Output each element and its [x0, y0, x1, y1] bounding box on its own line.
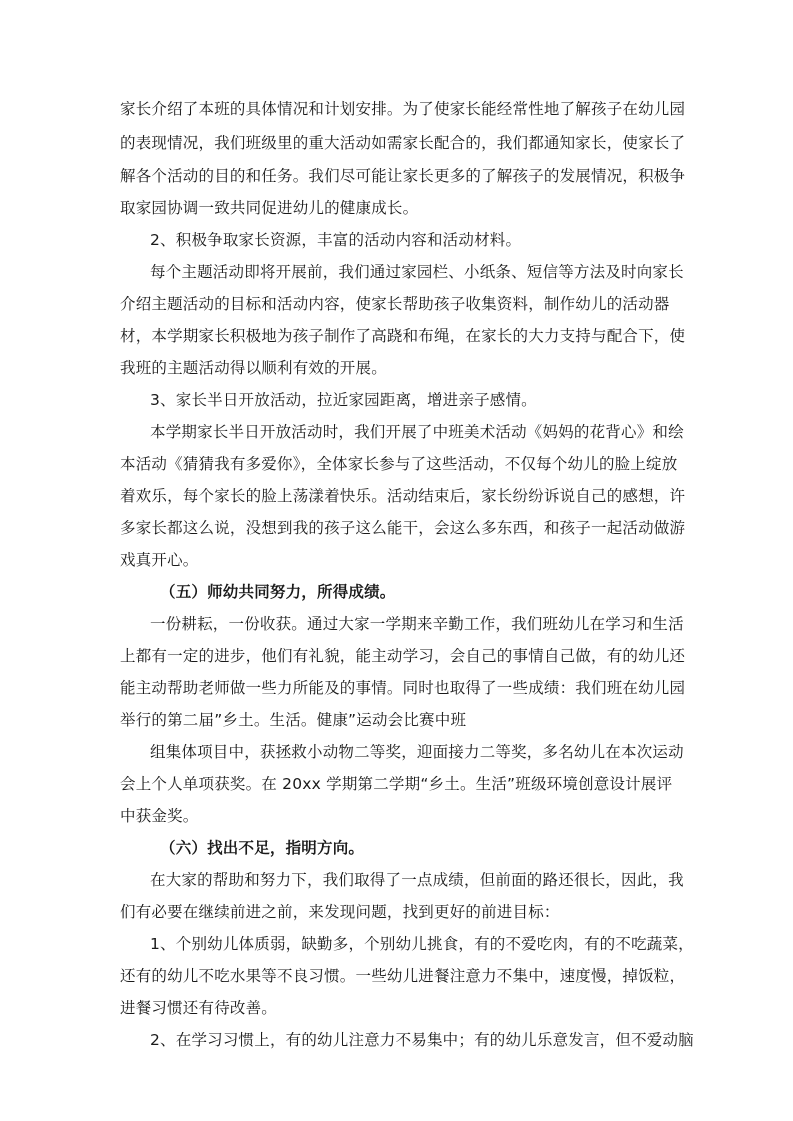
paragraph-line: 还有的幼儿不吃水果等不良习惯。一些幼儿进餐注意力不集中，速度慢，掉饭粒， — [120, 967, 686, 985]
paragraph-line: 本活动《猜猜我有多爱你》，全体家长参与了这些活动，不仅每个幼儿的脸上绽放 — [120, 455, 678, 473]
paragraph-line: 取家园协调一致共同促进幼儿的健康成长。 — [120, 199, 419, 217]
paragraph-line: 本学期家长半日开放活动时，我们开展了中班美术活动《妈妈的花背心》和绘 — [150, 423, 684, 441]
paragraph-line: 进餐习惯还有待改善。 — [120, 999, 278, 1017]
paragraph-line: 上都有一定的进步，他们有礼貌，能主动学习，会自己的事情自己做，有的幼儿还 — [120, 647, 686, 665]
section-heading: （六）找出不足，指明方向。 — [160, 839, 365, 857]
paragraph-line: 在大家的帮助和努力下，我们取得了一点成绩，但前面的路还很长，因此，我 — [150, 871, 684, 889]
paragraph-line: 会上个人单项获奖。在 20xx 学期第二学期“乡土。生活”班级环境创意设计展评 — [120, 775, 673, 793]
paragraph-line: 的表现情况，我们班级里的重大活动如需家长配合的，我们都通知家长，使家长了 — [120, 134, 686, 152]
paragraph-line: 组集体项目中，获拯救小动物二等奖，迎面接力二等奖，多名幼儿在本次运动 — [150, 743, 684, 761]
list-item-title: 2、积极争取家长资源，丰富的活动内容和活动材料。 — [150, 231, 522, 249]
paragraph-line: 材，本学期家长积极地为孩子制作了高跷和布绳，在家长的大力支持与配合下，使 — [120, 327, 686, 345]
paragraph-line: 中获金奖。 — [120, 807, 199, 825]
paragraph-line: 一份耕耘，一份收获。通过大家一学期来辛勤工作，我们班幼儿在学习和生活 — [150, 615, 684, 633]
paragraph-line: 介绍主题活动的目标和活动内容，使家长帮助孩子收集资料，制作幼儿的活动器 — [120, 295, 670, 313]
paragraph-line: 我班的主题活动得以顺利有效的开展。 — [120, 359, 387, 377]
paragraph-line: 家长介绍了本班的具体情况和计划安排。为了使家长能经常性地了解孩子在幼儿园 — [120, 100, 686, 118]
paragraph-line: 每个主题活动即将开展前，我们通过家园栏、小纸条、短信等方法及时向家长 — [150, 263, 684, 281]
section-heading: （五）师幼共同努力，所得成绩。 — [160, 583, 396, 601]
paragraph-line: 解各个活动的目的和任务。我们尽可能让家长更多的了解孩子的发展情况，积极争 — [120, 167, 686, 185]
paragraph-line: 戏真开心。 — [120, 551, 199, 569]
paragraph-line: 能主动帮助老师做一些力所能及的事情。同时也取得了一些成绩：我们班在幼儿园 — [120, 679, 686, 697]
paragraph-line: 举行的第二届”乡土。生活。健康”运动会比赛中班 — [120, 711, 467, 729]
paragraph-line: 们有必要在继续前进之前，来发现问题，找到更好的前进目标： — [120, 903, 560, 921]
paragraph-line: 1、个别幼儿体质弱，缺勤多，个别幼儿挑食，有的不爱吃肉，有的不吃蔬菜， — [150, 935, 694, 953]
paragraph-line: 2、在学习习惯上，有的幼儿注意力不易集中；有的幼儿乐意发言，但不爱动脑 — [150, 1031, 694, 1049]
list-item-title: 3、家长半日开放活动，拉近家园距离，增进亲子感情。 — [150, 391, 537, 409]
paragraph-line: 多家长都这么说，没想到我的孩子这么能干，会这么多东西，和孩子一起活动做游 — [120, 519, 686, 537]
paragraph-line: 着欢乐，每个家长的脸上荡漾着快乐。活动结束后，家长纷纷诉说自己的感想，许 — [120, 487, 686, 505]
